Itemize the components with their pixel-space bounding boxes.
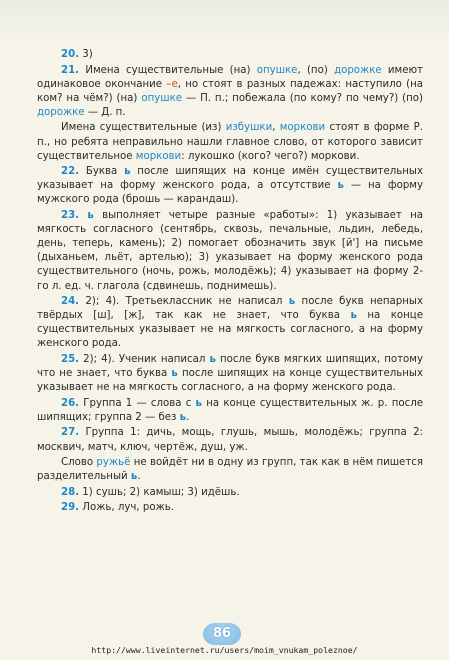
page-number: 86: [203, 623, 241, 645]
answer-27-continued: Слово ружьё не войдёт ни в одну из групп, так как в нём пишется разделительный ь.: [37, 457, 423, 483]
answer-25: 25. 2); 4). Ученик написал ь после букв мягких шипящих, потому что не знает, что буква ь после шипящих на конце существительных указывает не на мягкость согласного, а на форму женского рода.: [37, 353, 423, 394]
answer-29: 29. Ложь, луч, рожь.: [61, 502, 175, 514]
footer-url[interactable]: http://www.liveinternet.ru/users/moim_vnukam_poleznoe/: [91, 645, 358, 655]
answer-21: 21. Имена существительные (на) опушке, (по) дорожке имеют одинаковое окончание –е, но стоят в разных падежах: наступило (на ком? на чём?) (на) опушке — П. п.; побежала (по кому? по чему?) (по) дорожке — Д. п.: [37, 64, 424, 118]
answer-23: 23. ь выполняет четыре разные «работы»: 1) указывает на мягкость согласного (сентябрь, сквозь, печальные, льдин, лебедь, день, теперь, камень); 2) помогает обозначить звук [й'] на письме (дыханьем, льёт, артелью); 3) указывает на форму женского рода существительного (ночь, рожь, молодёжь); 4) указывает на форму 2-го л. ед. ч. глагола (сдвинешь, поднимешь).: [37, 210, 423, 292]
answer-27: 27. Группа 1: дичь, мощь, глушь, мышь, молодёжь; группа 2: москвич, матч, ключ, чертёж, душ, уж.: [37, 427, 423, 453]
answer-22: 22. Буква ь после шипящих на конце имён существительных указывает на форму женского рода, а отсутствие ь — на форму мужского рода (брошь — карандаш).: [37, 166, 424, 206]
answer-24: 24. 2); 4). Третьеклассник не написал ь после букв непарных твёрдых [ш], [ж], так как не знает, что буква ь на конце существительных указывает не на мягкость согласного, а на форму женского рода.: [37, 296, 423, 350]
answer-28: 28. 1) сушь; 2) камыш; 3) идёшь.: [61, 486, 240, 498]
answers-text: [37, 48, 423, 516]
answer-26: 26. Группа 1 — слова с ь на конце существительных ж. р. после шипящих; группа 2 — без ь.: [37, 397, 423, 423]
answer-20: 20. 3): [61, 49, 93, 60]
header-band: [0, 0, 449, 40]
answer-21-continued: Имена существительные (из) избушки, моркови стоят в форме Р. п., но ребята неправильно нашли главное слово, от которого зависит существительное моркови: лукошко (кого? чего?) моркови.: [37, 122, 423, 162]
